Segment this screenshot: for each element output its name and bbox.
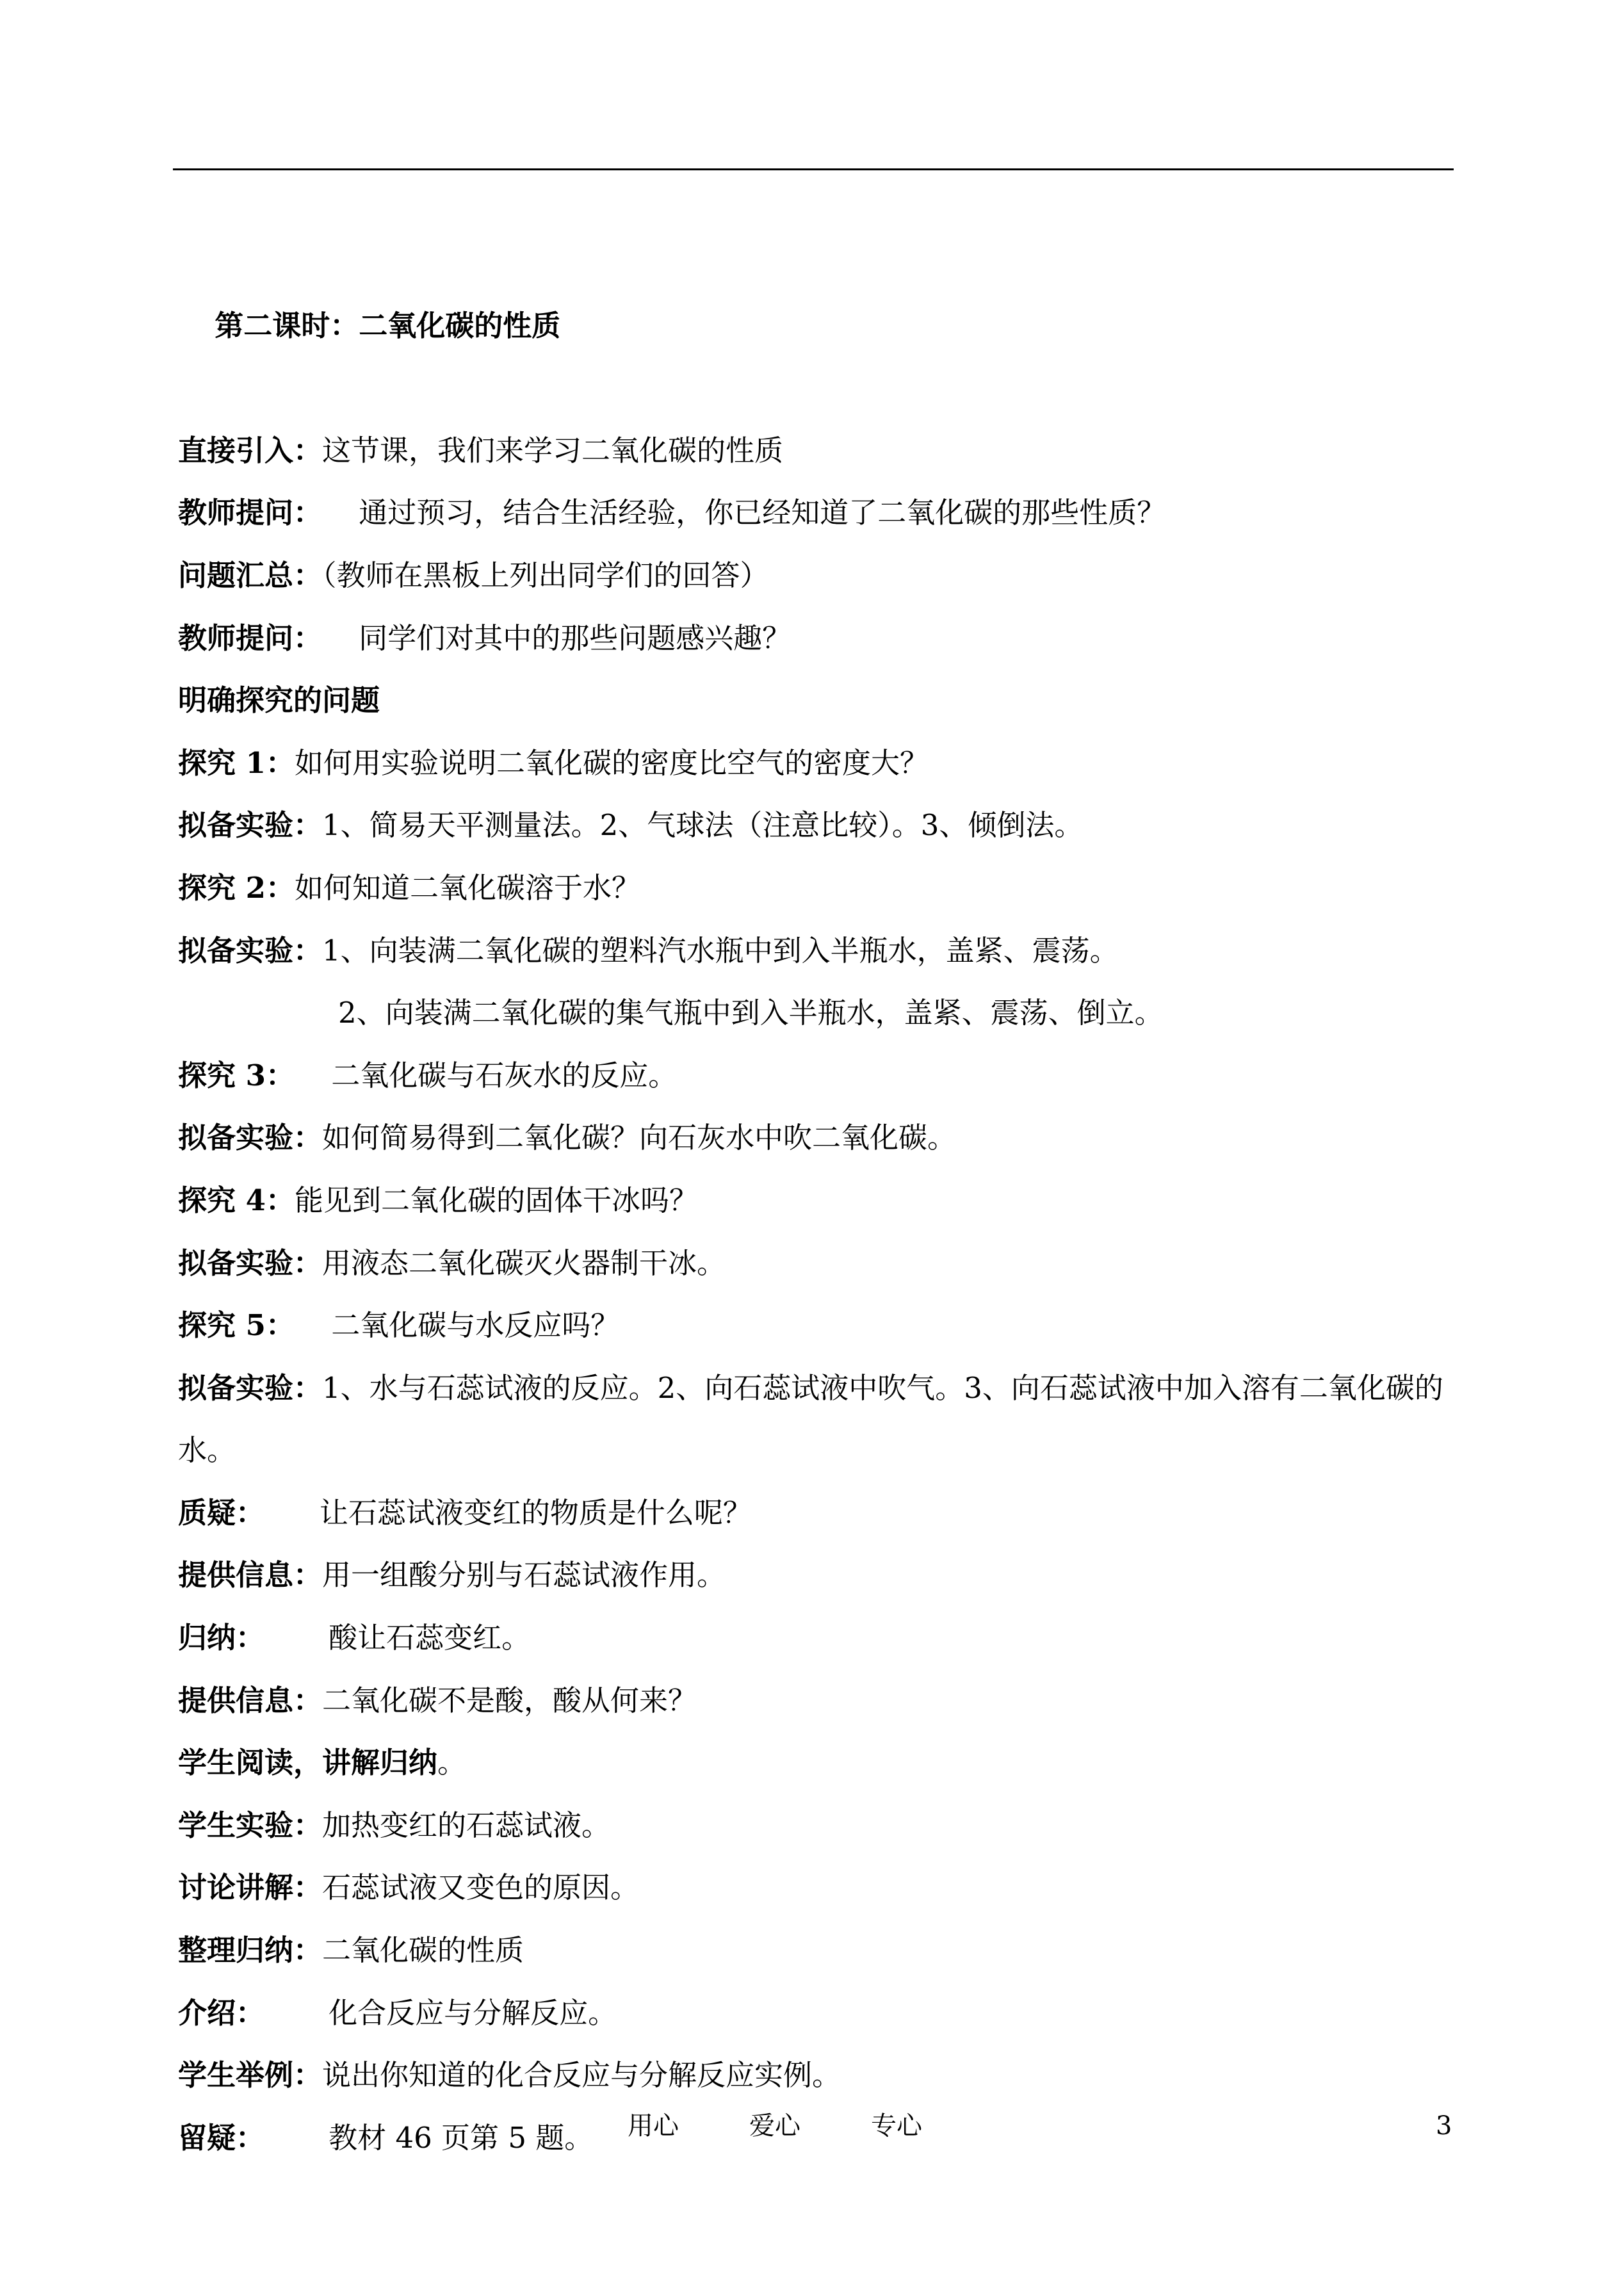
document-body <box>178 232 1452 2169</box>
paragraph-line <box>178 1669 1452 1732</box>
line-text: 通过预习，结合生活经验，你已经知道了二氧化碳的那些性质？ <box>322 496 1166 530</box>
line-label: 明确探究的问题 <box>178 683 380 718</box>
paragraph-line <box>178 1544 1452 1607</box>
line-text: 酸让石蕊变红。 <box>264 1621 531 1655</box>
line-text: 化合反应与分解反应。 <box>264 1995 617 2030</box>
footer-motto <box>628 2108 993 2144</box>
line-text: 1、水与石蕊试液的反应。2、向石蕊试液中吹气。3、向石蕊试液中加入溶有二氧化碳的水。 <box>178 1370 1443 1468</box>
line-text: 。 <box>437 1746 467 1780</box>
paragraph-line <box>178 1294 1452 1357</box>
section-title-label: 第二课时： <box>215 308 359 343</box>
paragraph-line <box>178 1982 1452 2045</box>
footer-motto-item: 爱心 <box>749 2111 800 2141</box>
paragraph-line <box>178 1856 1452 1919</box>
paragraph-line <box>178 920 1452 982</box>
line-label: 探究 5： <box>178 1308 295 1343</box>
line-label: 提供信息： <box>178 1558 323 1593</box>
line-text: （教师在黑板上列出同学们的回答） <box>322 558 769 592</box>
line-label: 拟备实验： <box>178 1121 323 1155</box>
line-label: 归纳： <box>178 1621 265 1655</box>
paragraph-line <box>178 1794 1452 1857</box>
line-label: 学生阅读，讲解归纳 <box>178 1746 438 1780</box>
section-title-text: 二氧化碳的性质 <box>359 308 561 343</box>
line-label: 学生举例： <box>178 2058 323 2093</box>
line-label: 探究 4： <box>178 1183 295 1217</box>
header-rule <box>173 168 1454 170</box>
line-label: 探究 3： <box>178 1058 295 1092</box>
paragraph-line <box>178 1919 1452 1982</box>
line-label: 直接引入： <box>178 433 323 467</box>
paragraph-line <box>178 607 1452 670</box>
line-label: 质疑： <box>178 1495 265 1530</box>
line-label: 探究 1： <box>178 745 295 780</box>
paragraph-line <box>178 1107 1452 1169</box>
line-label: 整理归纳： <box>178 1933 323 1968</box>
line-text: 1、向装满二氧化碳的塑料汽水瓶中到入半瓶水，盖紧、震荡。 <box>322 933 1119 968</box>
paragraph-line <box>178 1169 1452 1232</box>
line-label: 拟备实验： <box>178 1370 323 1405</box>
line-text: 二氧化碳的性质 <box>322 1933 524 1968</box>
paragraph-line <box>178 1357 1452 1482</box>
line-text: 2、向装满二氧化碳的集气瓶中到入半瓶水，盖紧、震荡、倒立。 <box>338 996 1164 1030</box>
line-text: 说出你知道的化合反应与分解反应实例。 <box>322 2058 841 2093</box>
paragraph-line <box>178 669 1452 732</box>
line-text: 能见到二氧化碳的固体干冰吗？ <box>294 1183 698 1217</box>
paragraph-line <box>178 982 1452 1044</box>
line-text: 用液态二氧化碳灭火器制干冰。 <box>322 1245 726 1280</box>
line-label: 拟备实验： <box>178 933 323 968</box>
paragraph-line <box>178 482 1452 544</box>
footer-motto-item: 用心 <box>628 2111 679 2141</box>
line-text: 如何知道二氧化碳溶于水？ <box>294 870 640 905</box>
paragraph-line <box>178 732 1452 795</box>
line-text: 同学们对其中的那些问题感兴趣？ <box>322 620 792 655</box>
paragraph-line <box>178 2044 1452 2107</box>
section-title <box>178 232 1452 419</box>
line-label: 问题汇总： <box>178 558 323 592</box>
footer-motto-item: 专心 <box>871 2111 922 2141</box>
line-text: 二氧化碳与石灰水的反应。 <box>294 1058 678 1092</box>
line-label: 讨论讲解： <box>178 1870 323 1905</box>
paragraph-line <box>178 1731 1452 1794</box>
paragraph-line <box>178 544 1452 607</box>
line-text: 二氧化碳与水反应吗？ <box>294 1308 620 1343</box>
line-text: 二氧化碳不是酸，酸从何来？ <box>322 1683 697 1717</box>
line-text: 让石蕊试液变红的物质是什么呢？ <box>264 1495 752 1530</box>
line-text: 教材 46 页第 5 题。 <box>264 2120 594 2155</box>
line-text: 加热变红的石蕊试液。 <box>322 1808 611 1842</box>
paragraph-line <box>178 1607 1452 1669</box>
paragraph-line <box>178 1044 1452 1107</box>
paragraph-line <box>178 1482 1452 1545</box>
page-number: 3 <box>1436 2111 1452 2141</box>
line-text: 石蕊试液又变色的原因。 <box>322 1870 640 1905</box>
line-text: 如何简易得到二氧化碳？向石灰水中吹二氧化碳。 <box>322 1121 957 1155</box>
line-label: 教师提问： <box>178 620 323 655</box>
paragraph-line <box>178 794 1452 857</box>
paragraph-line <box>178 1232 1452 1295</box>
line-label: 拟备实验： <box>178 1245 323 1280</box>
paragraph-line <box>178 419 1452 482</box>
line-text: 用一组酸分别与石蕊试液作用。 <box>322 1558 726 1593</box>
paragraph-line <box>178 857 1452 920</box>
line-text: 1、简易天平测量法。2、气球法（注意比较）。3、倾倒法。 <box>322 808 1084 843</box>
line-label: 探究 2： <box>178 870 295 905</box>
line-text: 这节课，我们来学习二氧化碳的性质 <box>322 433 784 467</box>
line-label: 教师提问： <box>178 496 323 530</box>
line-text: 如何用实验说明二氧化碳的密度比空气的密度大？ <box>294 745 929 780</box>
line-label: 留疑： <box>178 2120 265 2155</box>
line-label: 提供信息： <box>178 1683 323 1717</box>
line-label: 学生实验： <box>178 1808 323 1842</box>
line-label: 介绍： <box>178 1995 265 2030</box>
line-label: 拟备实验： <box>178 808 323 843</box>
